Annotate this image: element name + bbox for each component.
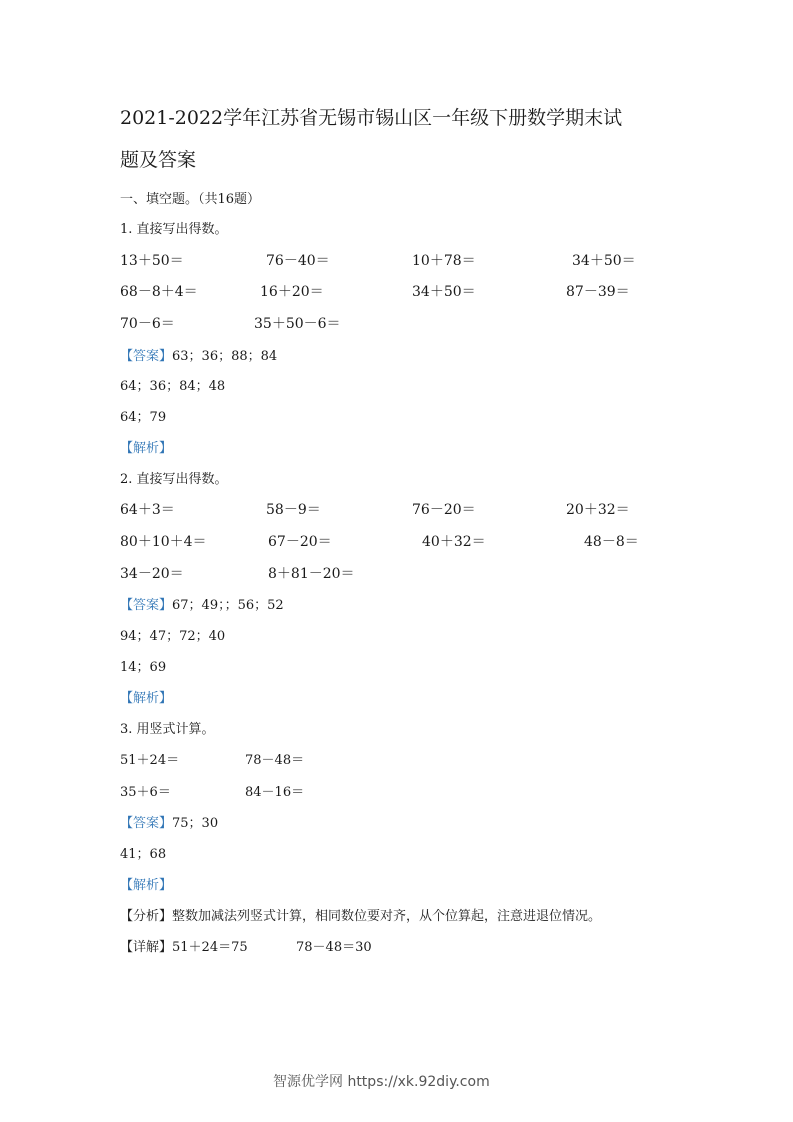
- q3-fenxi: 【分析】整数加减法列竖式计算，相同数位要对齐，从个位算起，注意进退位情况。: [120, 909, 602, 924]
- section-heading: 一、填空题。（共16题）: [120, 192, 261, 207]
- q2-r2-c1: 80＋10＋4＝: [120, 534, 207, 550]
- q2-r1-c4: 20＋32＝: [566, 502, 630, 518]
- q2-r3-c1: 34－20＝: [120, 566, 184, 582]
- q3-answer: [120, 812, 218, 831]
- q2-r1-c3: 76－20＝: [412, 502, 476, 518]
- q1-r2-c2: 16＋20＝: [260, 284, 324, 300]
- q2-answer-line2: 94；47；72；40: [120, 629, 226, 644]
- q1-r1-c3: 10＋78＝: [412, 253, 476, 269]
- q1-r2-c3: 34＋50＝: [412, 284, 476, 300]
- q3-r2-c1: 35＋6＝: [120, 785, 171, 800]
- answer-tag: 【答案】: [120, 598, 173, 613]
- q2-answer-line1: 67；49；；56；52: [172, 598, 284, 613]
- answer-tag: 【答案】: [120, 349, 173, 364]
- q2-prompt: 2. 直接写出得数。: [120, 472, 228, 487]
- answer-tag: 【答案】: [120, 816, 173, 831]
- q2-r1-c2: 58－9＝: [266, 502, 321, 518]
- q3-answer-line1: 75；30: [172, 816, 219, 831]
- q1-answer-line3: 64；79: [120, 410, 167, 425]
- q1-analysis-tag: 【解析】: [120, 441, 173, 456]
- q3-analysis-tag: 【解析】: [120, 878, 173, 893]
- q3-prompt: 3. 用竖式计算。: [120, 722, 215, 737]
- xiangjie-calc-1: 51＋24＝75: [172, 940, 248, 955]
- q2-r3-c2: 8＋81－20＝: [268, 566, 355, 582]
- q2-analysis-tag: 【解析】: [120, 691, 173, 706]
- q2-answer-line3: 14；69: [120, 660, 167, 675]
- q1-r1-c4: 34＋50＝: [572, 253, 636, 269]
- page-title-line-2: 题及答案: [120, 149, 197, 171]
- q3-xiangjie: [120, 936, 248, 955]
- page-title-line-1: 2021-2022学年江苏省无锡市锡山区一年级下册数学期末试: [120, 107, 623, 129]
- q2-r2-c3: 40＋32＝: [422, 534, 486, 550]
- xiangjie-calc-2: 78－48＝30: [296, 940, 372, 955]
- q1-r1-c2: 76－40＝: [266, 253, 330, 269]
- q1-answer: [120, 345, 277, 364]
- q2-r2-c2: 67－20＝: [268, 534, 332, 550]
- q2-r2-c4: 48－8＝: [584, 534, 639, 550]
- q1-r3-c1: 70－6＝: [120, 316, 175, 332]
- q1-r1-c1: 13＋50＝: [120, 253, 184, 269]
- q1-answer-line2: 64；36；84；48: [120, 379, 226, 394]
- q1-answer-line1: 63；36；88；84: [172, 349, 278, 364]
- q1-r2-c1: 68－8＋4＝: [120, 284, 198, 300]
- q1-prompt: 1. 直接写出得数。: [120, 222, 228, 237]
- footer-watermark: 智源优学网 https://xk.92diy.com: [273, 1074, 490, 1090]
- xiangjie-tag: 【详解】: [120, 940, 173, 955]
- q3-r1-c2: 78－48＝: [245, 753, 305, 768]
- q2-answer: [120, 594, 284, 613]
- q1-r2-c4: 87－39＝: [566, 284, 630, 300]
- q3-answer-line2: 41；68: [120, 847, 167, 862]
- q3-r2-c2: 84－16＝: [245, 785, 305, 800]
- q1-r3-c2: 35＋50－6＝: [254, 316, 341, 332]
- q3-r1-c1: 51＋24＝: [120, 753, 180, 768]
- q2-r1-c1: 64＋3＝: [120, 502, 175, 518]
